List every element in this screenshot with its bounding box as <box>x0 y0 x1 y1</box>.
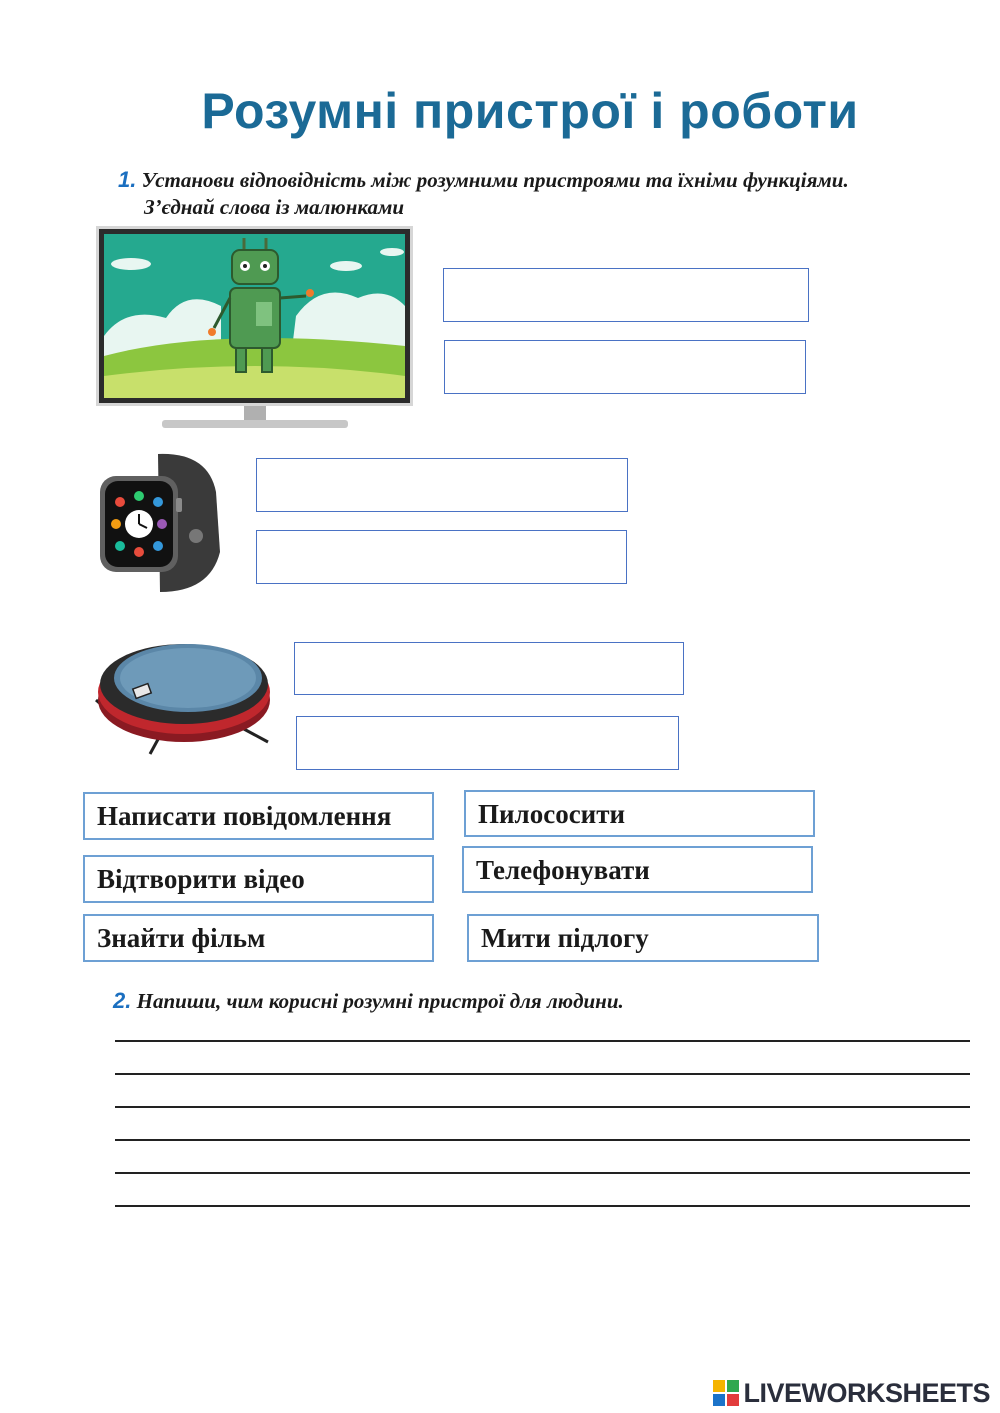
robot-vacuum-image <box>92 628 274 758</box>
word-card-vacuum[interactable]: Пилососити <box>464 790 815 837</box>
word-card-wash-floor[interactable]: Мити підлогу <box>467 914 819 962</box>
task-1-instruction <box>118 166 978 221</box>
task-2-instruction <box>113 987 973 1015</box>
page-title: Розумні пристрої і роботи <box>201 83 859 139</box>
answer-box-watch-1[interactable] <box>256 458 628 512</box>
smartwatch-image <box>98 452 222 594</box>
answer-box-vacuum-1[interactable] <box>294 642 684 695</box>
answer-line-4[interactable] <box>115 1139 970 1141</box>
answer-box-watch-2[interactable] <box>256 530 627 584</box>
task-1-line-2: З’єднай слова із малюнками <box>144 195 405 219</box>
liveworksheets-logo-icon <box>713 1380 741 1408</box>
answer-line-6[interactable] <box>115 1205 970 1207</box>
answer-line-3[interactable] <box>115 1106 970 1108</box>
answer-box-tv-2[interactable] <box>444 340 806 394</box>
task-2-text: Напиши, чим корисні розумні пристрої для людини. <box>136 989 624 1013</box>
word-card-write-message[interactable]: Написати повідомлення <box>83 792 434 840</box>
task-2-number: 2. <box>113 988 132 1013</box>
word-card-call[interactable]: Телефонувати <box>462 846 813 893</box>
answer-box-tv-1[interactable] <box>443 268 809 322</box>
task-1-line-1: Установи відповідність між розумними пристроями та їхніми функціями. <box>141 168 849 192</box>
word-card-find-film[interactable]: Знайти фільм <box>83 914 434 962</box>
answer-box-vacuum-2[interactable] <box>296 716 679 770</box>
tv-robot-image <box>96 226 416 432</box>
word-card-play-video[interactable]: Відтворити відео <box>83 855 434 903</box>
task-1-number: 1. <box>118 167 137 192</box>
liveworksheets-logo <box>713 1378 990 1409</box>
answer-line-5[interactable] <box>115 1172 970 1174</box>
answer-line-2[interactable] <box>115 1073 970 1075</box>
answer-line-1[interactable] <box>115 1040 970 1042</box>
liveworksheets-logo-text: LIVEWORKSHEETS <box>743 1378 990 1408</box>
